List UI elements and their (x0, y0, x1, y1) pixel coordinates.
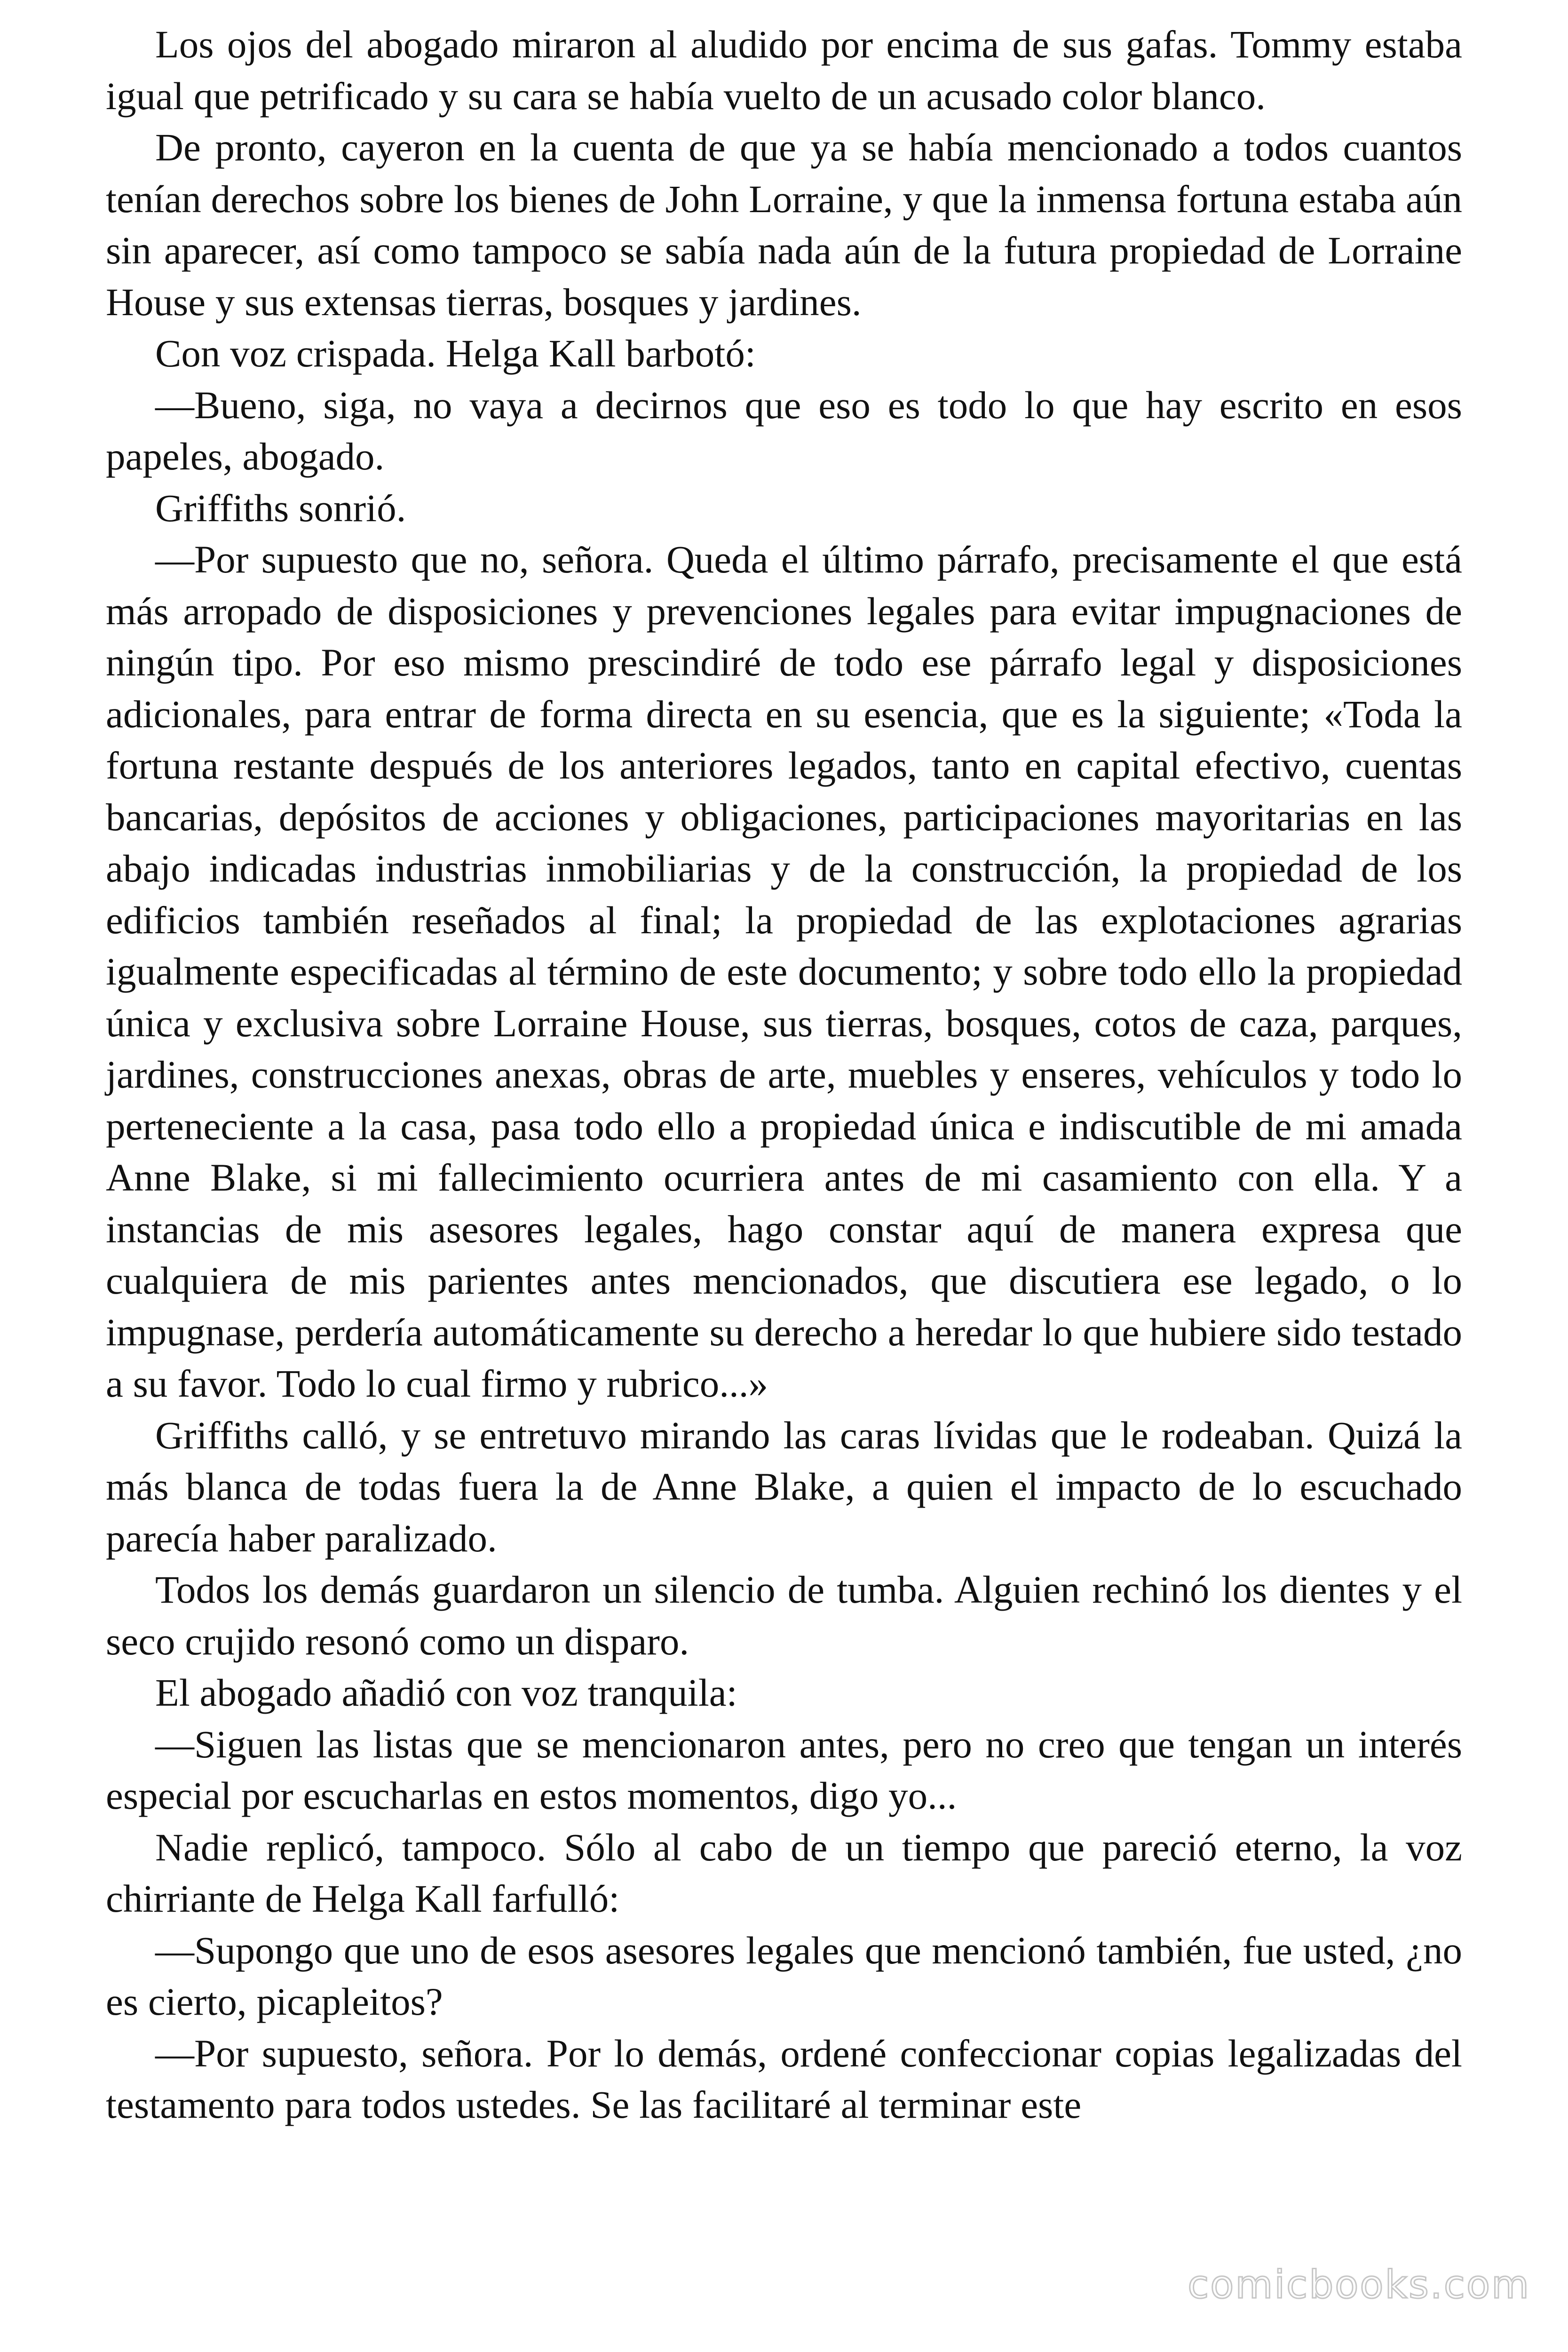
book-page (106, 19, 1462, 2324)
paragraph-5: Griffiths sonrió. (155, 486, 406, 530)
paragraph-4: —Bueno, siga, no vaya a decirnos que eso es todo lo que hay escrito en esos papeles, abogado. (106, 383, 1462, 478)
paragraph-2: De pronto, cayeron en la cuenta de que ya se había mencionado a todos cuantos tenían derechos sobre los bienes de John Lorraine, y que la inmensa fortuna estaba aún sin aparecer, así como tampoco se sabía nada aún de la futura propiedad de Lorraine House y sus extensas tierras, bosques y jardines. (106, 126, 1462, 324)
paragraph-6: —Por supuesto que no, señora. Queda el último párrafo, precisamente el que está más arropado de disposiciones y prevenciones legales para evitar impugnaciones de ningún tipo. Por eso mismo prescindiré de todo ese párrafo legal y disposiciones adicionales, para entrar de forma directa en su esencia, que es la siguiente; «Toda la fortuna restante después de los anteriores legados, tanto en capital efectivo, cuentas bancarias, depósitos de acciones y obligaciones, participaciones mayoritarias en las abajo indicadas industrias inmobiliarias y de la construcción, la propiedad de los edificios también reseñados al final; la propiedad de las explotaciones agrarias igualmente especificadas al término de este documento; y sobre todo ello la propiedad única y exclusiva sobre Lorraine House, sus tierras, bosques, cotos de caza, parques, jardines, construcciones anexas, obras de arte, muebles y enseres, vehículos y todo lo perteneciente a la casa, pasa todo ello a propiedad única e indiscutible de mi amada Anne Blake, si mi fallecimiento ocurriera antes de mi casamiento con ella. Y a instancias de mis asesores legales, hago constar aquí de manera expresa que cualquiera de mis parientes antes mencionados, que discutiera ese legado, o lo impugnase, perdería automáticamente su derecho a heredar lo que hubiere sido testado a su favor. Todo lo cual firmo y rubrico...» (106, 538, 1462, 1405)
paragraph-3: Con voz crispada. Helga Kall barbotó: (155, 332, 756, 375)
paragraph-7: Griffiths calló, y se entretuvo mirando las caras lívidas que le rodeaban. Quizá la más blanca de todas fuera la de Anne Blake, a quien el impacto de lo escuchado parecía haber paralizado. (106, 1413, 1462, 1560)
watermark-logo: comicbooks.com (1188, 2263, 1530, 2307)
paragraph-11: Nadie replicó, tampoco. Sólo al cabo de un tiempo que pareció eterno, la voz chirriante de Helga Kall farfulló: (106, 1825, 1462, 1920)
paragraph-13: —Por supuesto, señora. Por lo demás, ordené confeccionar copias legalizadas del testamento para todos ustedes. Se las facilitaré al terminar este (106, 2031, 1462, 2126)
paragraph-8: Todos los demás guardaron un silencio de tumba. Alguien rechinó los dientes y el seco crujido resonó como un disparo. (106, 1568, 1462, 1663)
paragraph-9: El abogado añadió con voz tranquila: (155, 1671, 737, 1714)
paragraph-10: —Siguen las listas que se mencionaron antes, pero no creo que tengan un interés especial por escucharlas en estos momentos, digo yo... (106, 1722, 1462, 1817)
paragraph-1: Los ojos del abogado miraron al aludido por encima de sus gafas. Tommy estaba igual que petrificado y su cara se había vuelto de un acusado color blanco. (106, 23, 1462, 118)
paragraph-12: —Supongo que uno de esos asesores legales que mencionó también, fue usted, ¿no es cierto, picapleitos? (106, 1928, 1462, 2023)
